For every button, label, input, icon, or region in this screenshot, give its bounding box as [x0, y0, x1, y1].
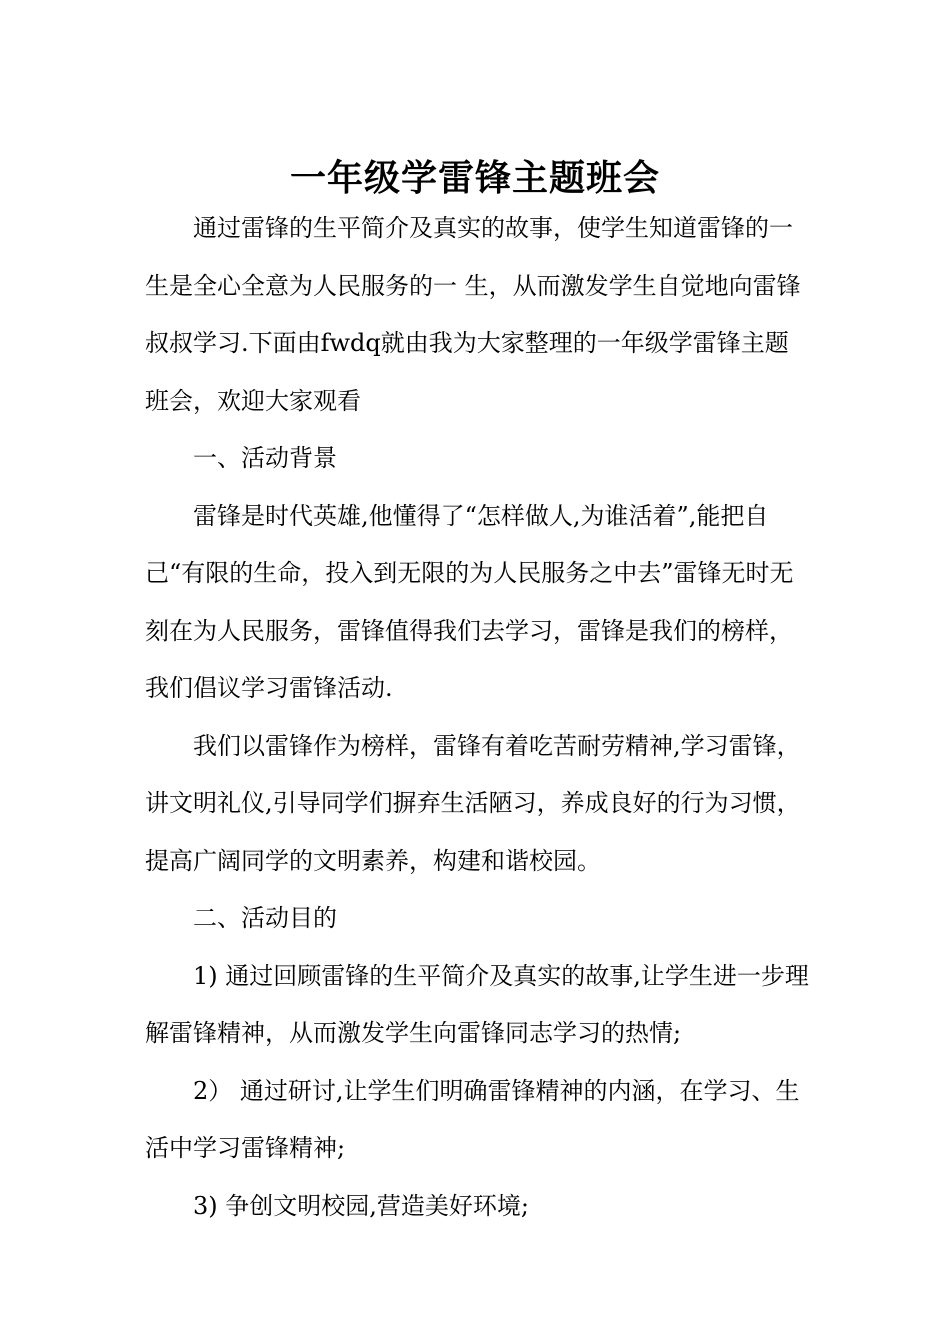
section-heading-purpose: 二、活动目的	[193, 904, 337, 932]
document-title: 一年级学雷锋主题班会	[289, 157, 660, 200]
paragraph-intro: 通过雷锋的生平简介及真实的故事，使学生知道雷锋的一生是全心全意为人民服务的一 生，从而激发学生自觉地向雷锋叔叔学习.下面由fwdq就由我为大家整理的一年级学雷锋主题班会，欢迎大家观看	[145, 214, 801, 415]
section-heading-background: 一、活动背景	[193, 444, 337, 472]
purpose-item-2: 2） 通过研讨,让学生们明确雷锋精神的内涵，在学习、生活中学习雷锋精神;	[145, 1076, 800, 1162]
paragraph-background: 雷锋是时代英雄,他懂得了“怎样做人,为谁活着”,能把自己“有限的生命，投入到无限的为人民服务之中去”雷锋无时无刻在为人民服务，雷锋值得我们去学习，雷锋是我们的榜样，我们倡议学习雷锋活动.	[145, 501, 794, 702]
purpose-item-1: 1) 通过回顾雷锋的生平简介及真实的故事,让学生进一步理解雷锋精神，从而激发学生向雷锋同志学习的热情;	[145, 961, 809, 1047]
paragraph-role-model: 我们以雷锋作为榜样，雷锋有着吃苦耐劳精神,学习雷锋，讲文明礼仪,引导同学们摒弃生活陋习，养成良好的行为习惯，提高广阔同学的文明素养，构建和谐校园。	[145, 731, 801, 875]
purpose-item-3: 3) 争创文明校园,营造美好环境;	[193, 1191, 529, 1220]
document-body	[145, 200, 810, 1235]
